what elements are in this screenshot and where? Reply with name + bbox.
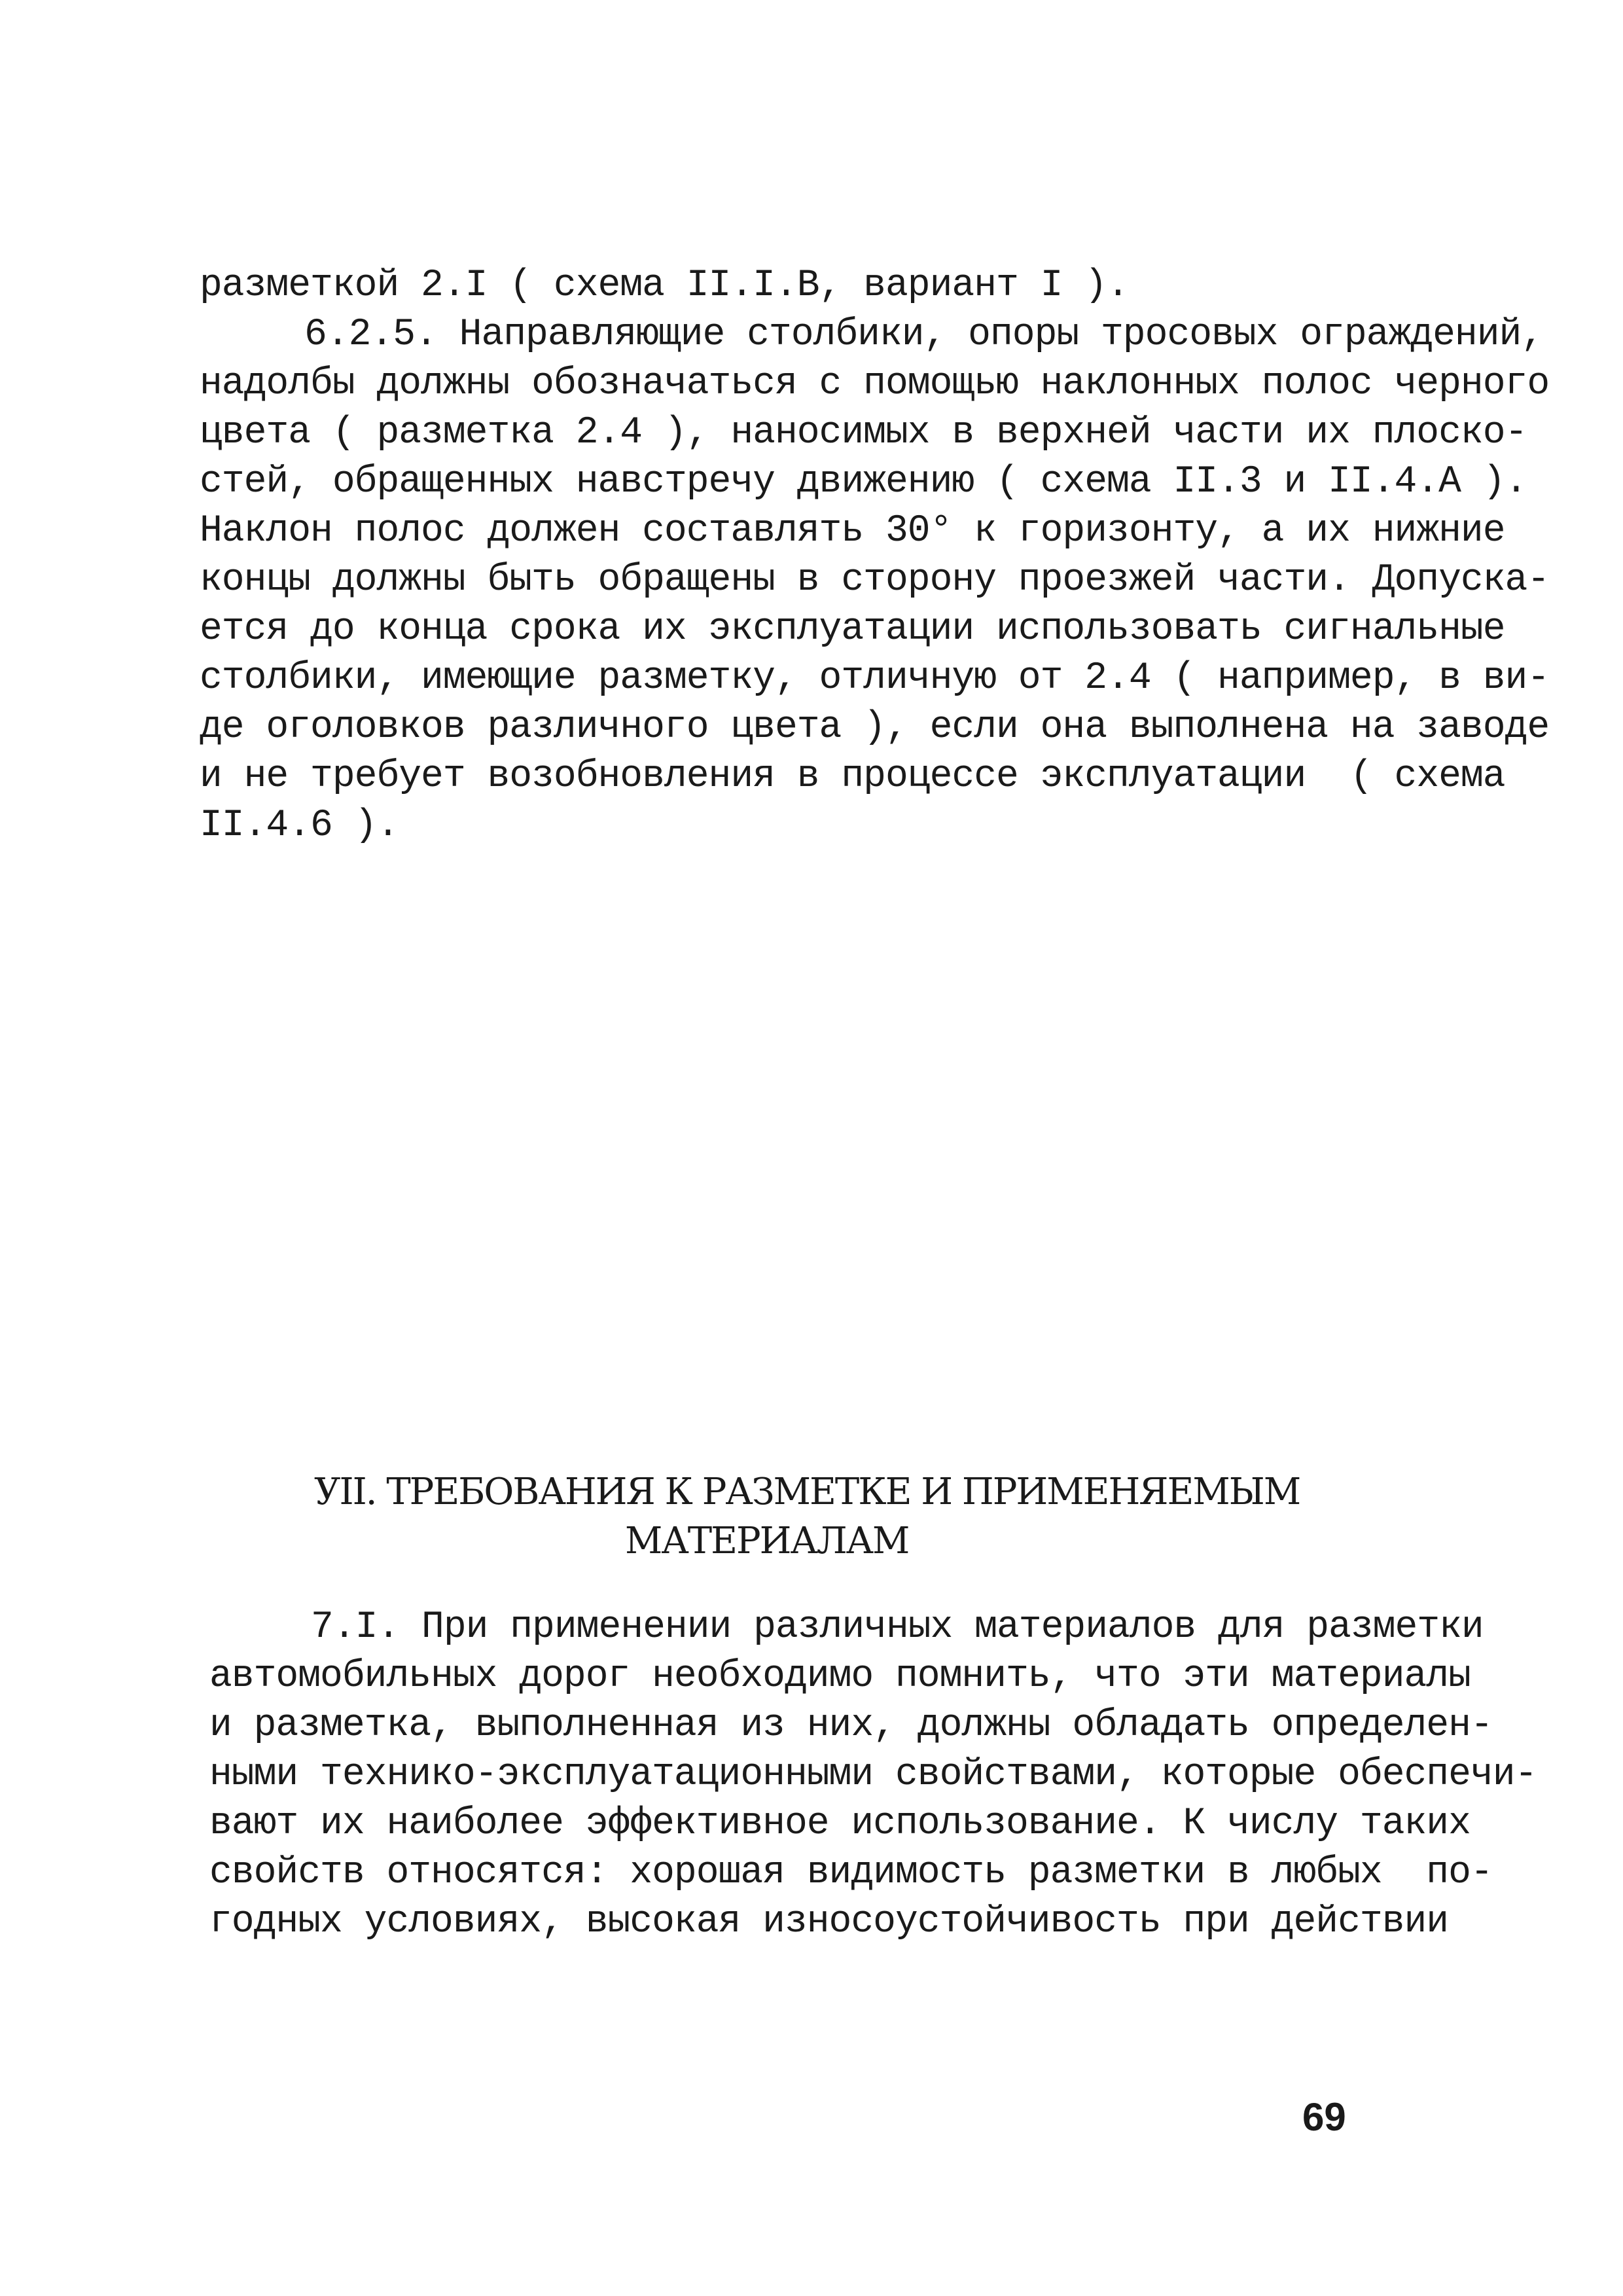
- section-heading-line-2: МАТЕРИАЛАМ: [625, 1520, 909, 1562]
- text-line: автомобильных дорог необходимо помнить, что эти материалы: [209, 1655, 1471, 1698]
- text-line: и не требует возобновления в процессе эксплуатации ( схема: [200, 755, 1505, 798]
- text-line: надолбы должны обозначаться с помощью наклонных полос черного: [200, 363, 1550, 405]
- text-line: концы должны быть обращены в сторону проезжей части. Допуска-: [200, 559, 1550, 601]
- page-number: 69: [1302, 2095, 1346, 2139]
- text-line: вают их наиболее эффективное использование. К числу таких: [209, 1803, 1471, 1845]
- text-line: ется до конца срока их эксплуатации использовать сигнальные: [200, 608, 1505, 651]
- section-heading-line-1: УII. ТРЕБОВАНИЯ К РАЗМЕТКЕ И ПРИМЕНЯЕМЫМ: [314, 1471, 1300, 1513]
- text-line: годных условиях, высокая износоустойчивость при действии: [209, 1901, 1449, 1943]
- text-line: стей, обращенных навстречу движению ( схема II.3 и II.4.А ).: [200, 461, 1527, 503]
- text-line: свойств относятся: хорошая видимость разметки в любых по-: [209, 1852, 1493, 1894]
- text-line: II.4.6 ).: [200, 804, 399, 847]
- text-line: ными технико-эксплуатационными свойствами, которые обеспечи-: [209, 1753, 1537, 1796]
- text-line: цвета ( разметка 2.4 ), наносимых в верхней части их плоско-: [200, 412, 1527, 454]
- text-line: 6.2.5. Направляющие столбики, опоры тросовых ограждений,: [304, 314, 1544, 356]
- text-line: 7.I. При применении различных материалов для разметки: [311, 1606, 1484, 1649]
- text-line: и разметка, выполненная из них, должны обладать определен-: [209, 1704, 1493, 1747]
- text-line: Наклон полос должен составлять 30° к горизонту, а их нижние: [200, 510, 1505, 552]
- text-line: разметкой 2.I ( схема II.I.В, вариант I ).: [200, 264, 1129, 307]
- text-line: столбики, имеющие разметку, отличную от 2.4 ( например, в ви-: [200, 657, 1550, 700]
- text-line: де оголовков различного цвета ), если она выполнена на заводе: [200, 706, 1550, 749]
